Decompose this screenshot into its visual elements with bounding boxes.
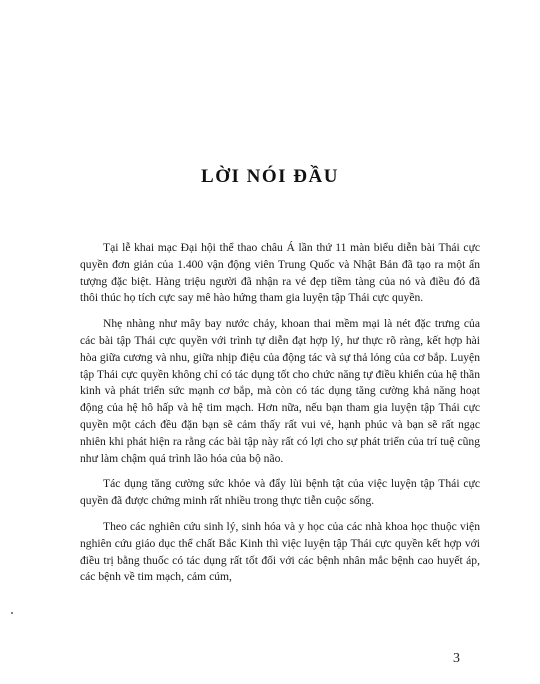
paragraph-4: Theo các nghiên cứu sinh lý, sinh hóa và y học của các nhà khoa học thuộc viện nghiên cứu giáo dục thể chất Bắc Kinh thì việc luyện tập Thái cực quyền kết hợp với điều trị bằng thuốc có tác dụng rất tốt đối với các bệnh nhân mắc bệnh cao huyết áp, các bệnh về tim mạch, cảm cúm, bbox=[80, 519, 480, 584]
page-number: 3 bbox=[453, 651, 460, 666]
paragraph-3: Tác dụng tăng cường sức khỏe và đẩy lùi bệnh tật của việc luyện tập Thái cực quyền đã được chứng minh rất nhiều trong thực tiễn cuộc sống. bbox=[80, 477, 480, 508]
paragraph-2: Nhẹ nhàng như mây bay nước chảy, khoan thai mềm mại là nét đặc trưng của các bài tập Thái cực quyền với trình tự diễn đạt hợp lý, hư thực rõ ràng, kết hợp hài hòa giữa cương và nhu, giữa nhịp điệu của động tác và sự thả lỏng của cơ bắp. Luyện tập Thái cực quyền không chỉ có tác dụng tốt cho chức năng tự điều khiển của hệ thần kinh và phát triển sức mạnh cơ bắp, mà còn có tác dụng tăng cường khả năng hoạt động của hệ hô hấp và hệ tim mạch. Hơn nữa, nếu bạn tham gia luyện tập Thái cực quyền một cách đều đặn bạn sẽ cảm thấy rất vui vẻ, hạnh phúc và bạn sẽ rất ngạc nhiên khi phát hiện ra rằng các bài tập này rất có lợi cho sự phát triển của trí tuệ cũng như làm chậm quá trình lão hóa của bộ não. bbox=[80, 317, 480, 465]
paragraph-1: Tại lễ khai mạc Đại hội thể thao châu Á lần thứ 11 màn biểu diễn bài Thái cực quyền đơn giản của 1.400 vận động viên Trung Quốc và Nhật Bản đã tạo ra một ấn tượng đặc biệt. Hàng triệu người đã nhận ra vẻ đẹp tiềm tàng của nó và điều đó đã thôi thúc họ tích cực say mê hào hứng tham gia luyện tập Thái cực quyền. bbox=[80, 241, 480, 305]
scan-speck bbox=[11, 612, 13, 614]
preface-body bbox=[80, 240, 480, 595]
page-heading: LỜI NÓI ĐẦU bbox=[201, 166, 339, 187]
